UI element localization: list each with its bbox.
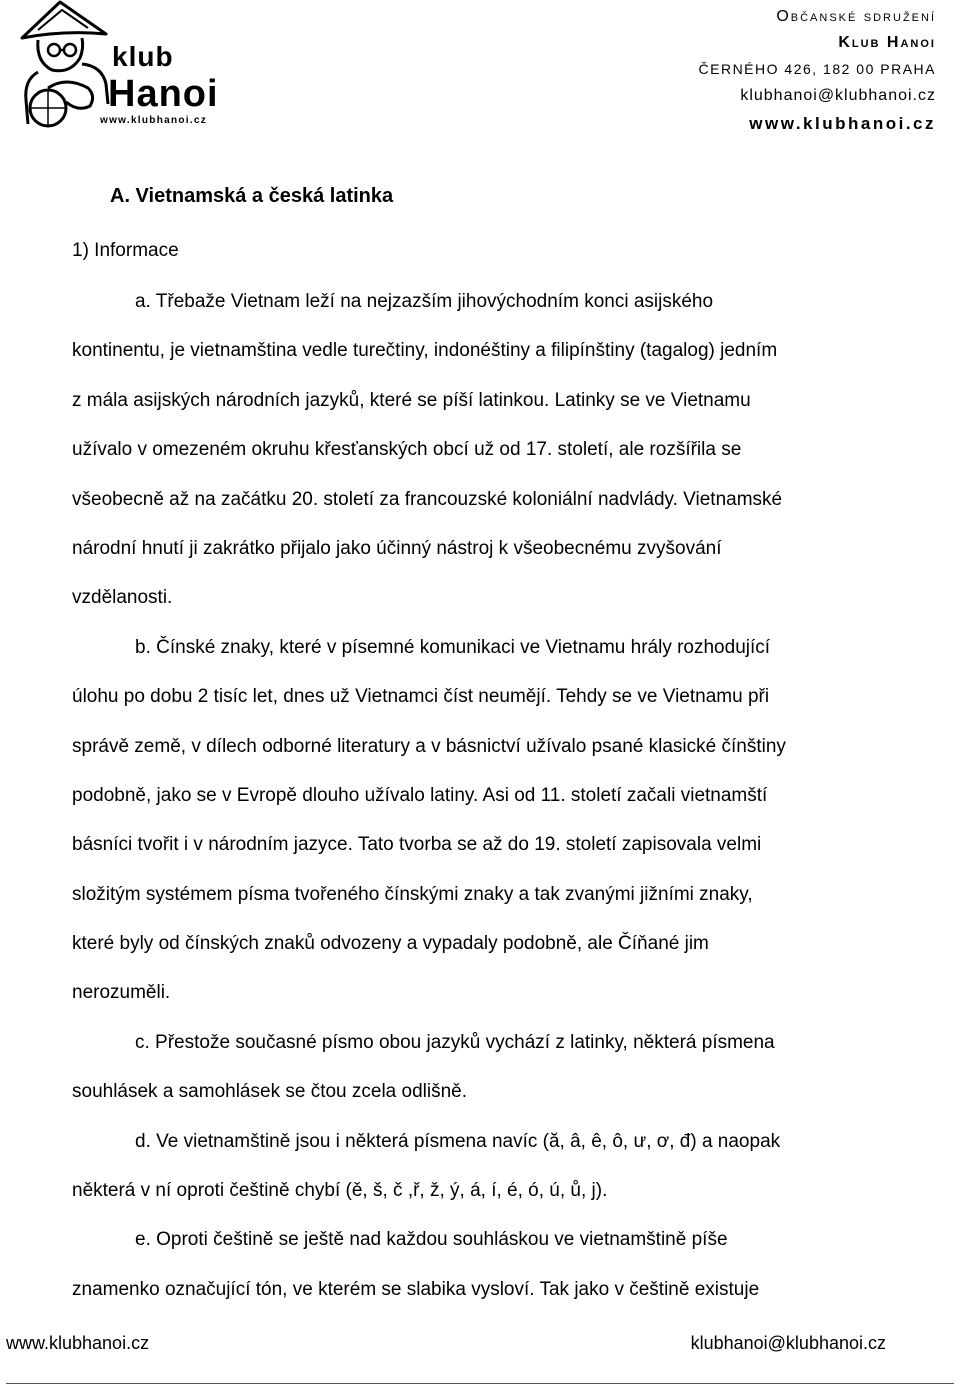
org-name: Klub Hanoi bbox=[838, 34, 936, 51]
org-type: Občanské sdružení bbox=[776, 8, 936, 25]
page-footer bbox=[0, 1331, 960, 1371]
text-line: e. Oproti češtině se ještě nad každou souhláskou ve vietnamštině píše bbox=[135, 1229, 728, 1251]
text-line: z mála asijských národních jazyků, které se píší latinkou. Latinky se ve Vietnamu bbox=[72, 389, 751, 411]
footer-website[interactable]: www.klubhanoi.cz bbox=[6, 1333, 150, 1353]
text-line: složitým systémem písma tvořeného čínskými znaky a tak zvanými jižními znaky, bbox=[72, 883, 753, 905]
text-line: c. Přestože současné písmo obou jazyků vychází z latinky, některá písmena bbox=[135, 1031, 775, 1053]
text-line: znamenko označující tón, ve kterém se slabika vysloví. Tak jako v češtině existuje bbox=[72, 1278, 760, 1300]
org-address: ČERNÉHO 426, 182 00 PRAHA bbox=[698, 61, 936, 77]
text-line: básníci tvořit i v národním jazyce. Tato tvorba se až do 19. století zapisovala velmi bbox=[72, 834, 762, 856]
org-info bbox=[699, 4, 936, 138]
text-line: některá v ní oproti češtině chybí (ě, š, č ,ř, ž, ý, á, í, é, ó, ú, ů, j). bbox=[72, 1180, 608, 1202]
text-line: které byly od čínských znaků odvozeny a vypadaly podobně, ale Číňané jim bbox=[72, 933, 709, 955]
text-line: nerozuměli. bbox=[72, 982, 171, 1004]
text-line: všeobecně až na začátku 20. století za francouzské koloniální nadvlády. Vietnamské bbox=[72, 488, 783, 510]
org-email[interactable]: klubhanoi@klubhanoi.cz bbox=[740, 87, 936, 104]
document-body bbox=[72, 289, 892, 1326]
footer-divider bbox=[6, 1383, 954, 1384]
text-line: kontinentu, je vietnamština vedle turečtiny, indonéštiny a filipínštiny (tagalog) jedním bbox=[72, 340, 778, 362]
text-line: podobně, jako se v Evropě dlouho užívalo latiny. Asi od 11. století začali vietnamští bbox=[72, 784, 768, 806]
footer-email[interactable]: klubhanoi@klubhanoi.cz bbox=[690, 1333, 886, 1353]
logo-word-hanoi: Hanoi bbox=[108, 73, 219, 115]
text-line: správě země, v dílech odborné literatury a v básnictví užívalo psané klasické čínštiny bbox=[72, 735, 786, 757]
subsection-title: 1) Informace bbox=[72, 240, 179, 261]
section-title: A. Vietnamská a česká latinka bbox=[110, 185, 394, 207]
text-line: užívalo v omezeném okruhu křesťanských obcí už od 17. století, ale rozšířila se bbox=[72, 439, 742, 461]
logo-url: www.klubhanoi.cz bbox=[100, 115, 208, 126]
text-line: úlohu po dobu 2 tisíc let, dnes už Vietnamci číst neumějí. Tehdy se ve Vietnamu při bbox=[72, 686, 770, 708]
club-logo bbox=[8, 0, 220, 130]
text-line: národní hnutí ji zakrátko přijalo jako účinný nástroj k všeobecnému zvyšování bbox=[72, 537, 722, 559]
text-line: souhlásek a samohlásek se čtou zcela odlišně. bbox=[72, 1081, 468, 1103]
text-line: d. Ve vietnamštině jsou i některá písmena navíc (ă, â, ê, ô, ư, ơ, đ) a naopak bbox=[135, 1130, 781, 1152]
text-line: b. Čínské znaky, které v písemné komunikaci ve Vietnamu hrály rozhodující bbox=[135, 636, 771, 658]
text-line: a. Třebaže Vietnam leží na nejzazším jihovýchodním konci asijského bbox=[135, 291, 714, 312]
logo-word-klub: klub bbox=[112, 41, 174, 72]
org-website[interactable]: www.klubhanoi.cz bbox=[749, 114, 936, 133]
text-line: vzdělanosti. bbox=[72, 587, 173, 609]
